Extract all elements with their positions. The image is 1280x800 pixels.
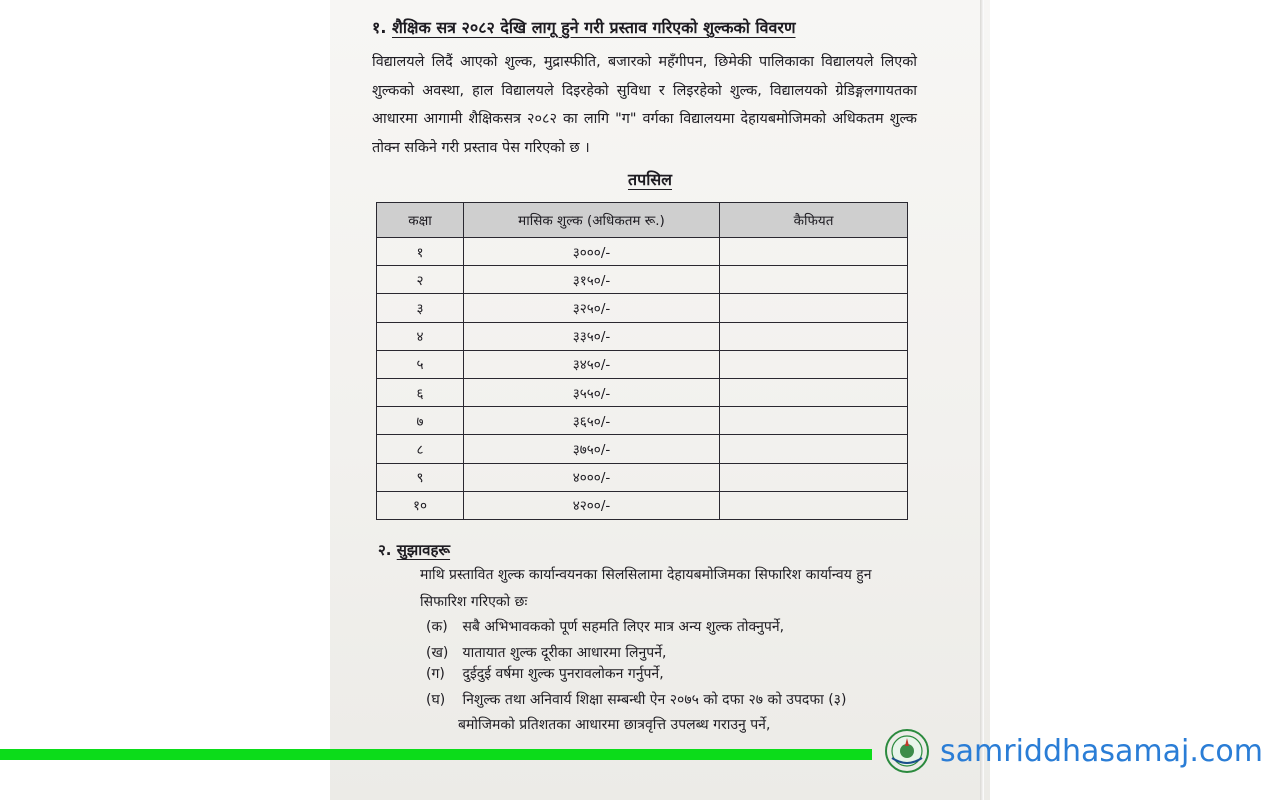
fee-cell: ४०००/- [464,463,720,491]
class-cell: ४ [377,322,464,350]
list-marker: (क) [426,619,448,635]
samriddha-samaj-seal-icon [880,728,934,774]
section1-title: शैक्षिक सत्र २०८२ देखि लागू हुने गरी प्रस्ताव गरिएको शुल्कको विवरण [391,18,796,37]
class-cell: २ [377,266,464,294]
fee-cell: ३५५०/- [464,378,720,406]
table-row [377,435,908,463]
brand-bar [0,749,872,760]
table-row [377,463,908,491]
section2-paragraph: माथि प्रस्तावित शुल्क कार्यान्वयनका सिलसिलामा देहायबमोजिमका सिफारिश कार्यान्वय हुन सिफारिश गरिएको छः [420,567,872,610]
fee-cell: ३०००/- [464,238,720,266]
fee-cell: ४२००/- [464,491,720,519]
section2-title: सुझावहरू [396,541,451,559]
class-cell: ७ [377,407,464,435]
table-row [377,266,908,294]
fee-cell: ३३५०/- [464,322,720,350]
table-row [377,491,908,519]
remarks-cell [720,407,908,435]
list-item-text: निशुल्क तथा अनिवार्य शिक्षा सम्बन्धी ऐन २०७५ को दफा २७ को उपदफा (३) [462,692,847,708]
site-brand[interactable]: samriddhasamaj.com [940,734,1263,769]
class-cell: ५ [377,350,464,378]
remarks-cell [720,435,908,463]
list-item-text: यातायात शुल्क दूरीका आधारमा लिनुपर्ने, [462,645,667,661]
list-marker: (ग) [426,666,445,682]
fee-cell: ३१५०/- [464,266,720,294]
remarks-cell [720,266,908,294]
section2-number: २. [378,541,392,559]
class-cell: ३ [377,294,464,322]
class-cell: ८ [377,435,464,463]
table-row [377,322,908,350]
list-item [426,617,784,636]
table-row [377,378,908,406]
fee-cell: ३७५०/- [464,435,720,463]
header-remarks: कैफियत [720,203,908,238]
class-cell: १० [377,491,464,519]
list-item [426,690,846,709]
section1-heading [372,16,796,38]
list-item-text: दुईदुई वर्षमा शुल्क पुनरावलोकन गर्नुपर्ने, [462,666,664,682]
intro-paragraph: विद्यालयले लिदैं आएको शुल्क, मुद्रास्फीति, बजारको महँगीपन, छिमेकी पालिकाका विद्यालयले लिएको शुल्कको अवस्था, हाल विद्यालयले दिइरहेको सुविधा र लिइरहेको शुल्क, विद्यालयको ग्रेडिङ्गलगायतका आधारमा आगामी शैक्षिकसत्र २०८२ का लागि "ग" वर्गका विद्यालयमा देहायबमोजिमको अधिकतम शुल्क तोक्न सकिने गरी प्रस्ताव पेस गरिएको छ । [372,54,917,156]
remarks-cell [720,322,908,350]
list-item [426,643,666,662]
fee-cell: ३४५०/- [464,350,720,378]
remarks-cell [720,463,908,491]
header-class: कक्षा [377,203,464,238]
class-cell: ९ [377,463,464,491]
list-item [426,664,664,683]
remarks-cell [720,491,908,519]
fee-cell: ३६५०/- [464,407,720,435]
section2-heading [378,540,450,560]
list-marker: (ख) [426,645,449,661]
remarks-cell [720,378,908,406]
table-row [377,350,908,378]
table-header-row [377,203,908,238]
remarks-cell [720,294,908,322]
page-edge [980,0,984,800]
class-cell: १ [377,238,464,266]
table-row [377,294,908,322]
header-monthly-fee: मासिक शुल्क (अधिकतम रू.) [464,203,720,238]
list-item-text: सबै अभिभावकको पूर्ण सहमति लिएर मात्र अन्य शुल्क तोक्नुपर्ने, [462,619,785,635]
fee-table [376,202,908,520]
table-title: तपसिल [627,170,673,189]
list-item-continuation: बमोजिमको प्रतिशतका आधारमा छात्रवृत्ति उपलब्ध गराउनु पर्ने, [458,717,771,733]
section1-number: १. [372,18,387,37]
remarks-cell [720,350,908,378]
remarks-cell [720,238,908,266]
table-row [377,238,908,266]
fee-cell: ३२५०/- [464,294,720,322]
table-row [377,407,908,435]
list-marker: (घ) [426,692,446,708]
class-cell: ६ [377,378,464,406]
